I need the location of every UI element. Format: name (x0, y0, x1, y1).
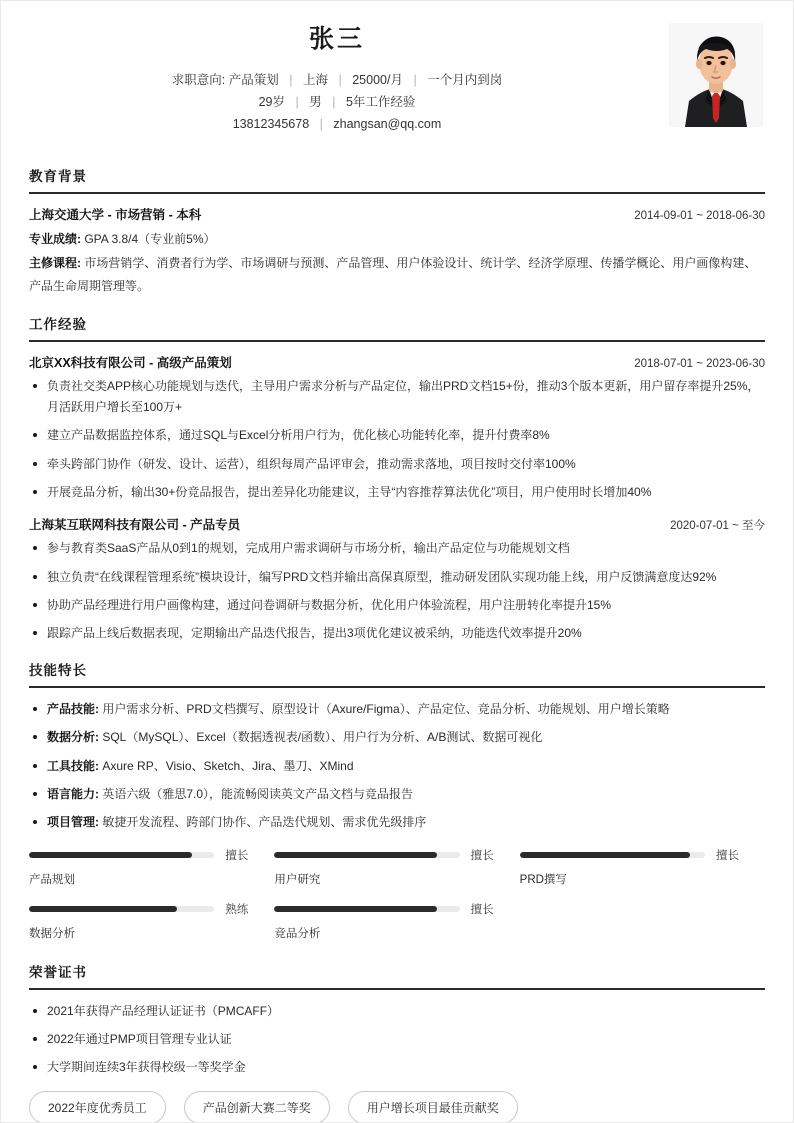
skill-bar-item (520, 847, 765, 887)
work-bullet-list (29, 538, 765, 644)
skill-bar-fill (29, 906, 177, 912)
section-education (1, 165, 793, 298)
skill-bar-row (274, 901, 493, 917)
education-school: 上海交通大学 - 市场营销 - 本科 (29, 208, 202, 223)
section-title-honors: 荣誉证书 (29, 961, 765, 990)
skill-label: 数据分析: (47, 730, 99, 745)
separator-icon: | (332, 94, 336, 109)
job-intent-city: 上海 (303, 72, 329, 87)
skill-value: Axure RP、Visio、Sketch、Jira、墨刀、XMind (102, 758, 354, 773)
section-skills (1, 659, 793, 955)
job-intent-label: 求职意向: (171, 72, 226, 87)
skill-bar-level: 擅长 (470, 849, 494, 862)
education-date-range: 2014-09-01 ~ 2018-06-30 (634, 210, 765, 223)
list-item: 建立产品数据监控体系，通过SQL与Excel分析用户行为，优化核心功能转化率，提升付费率8% (29, 425, 765, 446)
contact-line-2 (29, 92, 645, 114)
list-item (29, 812, 765, 833)
job-intent-salary: 25000/月 (352, 72, 403, 87)
list-item: 2021年获得产品经理认证证书（PMCAFF） (29, 1001, 765, 1022)
section-title-education: 教育背景 (29, 165, 765, 194)
list-item (29, 699, 765, 720)
status-badge[interactable]: 2022年度优秀员工 (29, 1091, 166, 1123)
skill-bar-row (29, 901, 248, 917)
education-courses-label: 主修课程: (29, 255, 81, 270)
skill-bar-fill (274, 906, 437, 912)
skill-bar-label: 用户研究 (274, 873, 321, 886)
education-gpa-label: 专业成绩: (29, 232, 81, 247)
contact-line-1 (29, 70, 645, 92)
education-courses (29, 252, 765, 299)
skill-bar-track (29, 852, 214, 858)
section-title-work: 工作经验 (29, 313, 765, 342)
honors-list (29, 1001, 765, 1079)
skill-bar-label: 数据分析 (29, 927, 75, 940)
job-intent-position: 产品策划 (228, 72, 279, 87)
work-bullet-list (29, 376, 765, 504)
separator-icon: | (295, 94, 299, 109)
page-title: 张三 (308, 25, 365, 53)
skill-bar-fill (29, 852, 192, 858)
skill-value: 用户需求分析、PRD文档撰写、原型设计（Axure/Figma）、产品定位、竞品分析、功能规划、用户增长策略 (102, 701, 670, 716)
skill-bar-level: 熟练 (225, 903, 249, 916)
list-item (29, 784, 765, 805)
skill-bar-fill (520, 852, 691, 858)
skill-bar-fill (274, 852, 437, 858)
skill-label: 工具技能: (47, 758, 99, 773)
job-intent-availability: 一个月内到岗 (427, 72, 503, 87)
skill-bar-item (274, 901, 519, 941)
skill-bar-row (274, 847, 493, 863)
separator-icon: | (413, 72, 417, 87)
work-date-range: 2020-07-01 ~ 至今 (670, 520, 765, 533)
list-item: 2022年通过PMP项目管理专业认证 (29, 1029, 765, 1050)
contact-email[interactable]: zhangsan@qq.com (333, 116, 442, 131)
work-company-role: 上海某互联网科技有限公司 - 产品专员 (29, 518, 241, 533)
list-item: 牵头跨部门协作（研发、设计、运营），组织每周产品评审会，推动需求落地，项目按时交付率100% (29, 454, 765, 475)
section-work-experience (1, 313, 793, 645)
avatar-illustration-icon (669, 23, 763, 127)
list-item (29, 727, 765, 748)
separator-icon: | (289, 72, 293, 87)
list-item: 负责社交类APP核心功能规划与迭代，主导用户需求分析与产品定位，输出PRD文档15+份，推动3个版本更新，用户留存率提升25%，月活跃用户增长至100万+ (29, 376, 765, 419)
education-entry (29, 205, 765, 298)
education-entry-head (29, 205, 765, 223)
skill-bar-item (274, 847, 519, 887)
skills-list (29, 699, 765, 834)
skill-bars-grid (29, 847, 765, 955)
skill-label: 产品技能: (47, 701, 99, 716)
personal-gender: 男 (309, 94, 322, 109)
skill-bar-track (274, 852, 459, 858)
list-item: 独立负责“在线课程管理系统”模块设计，编写PRD文档并输出高保真原型，推动研发团队实现功能上线，用户反馈满意度达92% (29, 567, 765, 588)
skill-bar-item (29, 847, 274, 887)
list-item (29, 756, 765, 777)
skill-bar-track (29, 906, 214, 912)
skill-bar-level: 擅长 (225, 849, 249, 862)
work-entry (29, 515, 765, 644)
contact-line-3 (29, 114, 645, 136)
separator-icon: | (319, 116, 323, 131)
skill-bar-row (520, 847, 739, 863)
skill-value: 敏捷开发流程、跨部门协作、产品迭代规划、需求优先级排序 (102, 815, 427, 830)
skill-value: 英语六级（雅思7.0），能流畅阅读英文产品文档与竞品报告 (102, 786, 414, 801)
skill-label: 语言能力: (47, 786, 99, 801)
section-honors (1, 961, 793, 1123)
work-date-range: 2018-07-01 ~ 2023-06-30 (634, 357, 765, 370)
work-entry (29, 353, 765, 504)
education-gpa (29, 228, 765, 251)
work-entry-head (29, 353, 765, 371)
skill-bar-track (274, 906, 459, 912)
contact-phone[interactable]: 13812345678 (232, 116, 310, 131)
separator-icon: | (338, 72, 342, 87)
skill-bar-level: 擅长 (470, 903, 494, 916)
section-title-skills: 技能特长 (29, 659, 765, 688)
skill-bar-track (520, 852, 705, 858)
list-item: 参与教育类SaaS产品从0到1的规划，完成用户需求调研与市场分析，输出产品定位与功能规划文档 (29, 538, 765, 559)
header-text-block (29, 23, 765, 135)
education-gpa-value: GPA 3.8/4（专业前5%） (84, 232, 216, 247)
work-entry-head (29, 515, 765, 533)
skill-label: 项目管理: (47, 815, 99, 830)
education-courses-value: 市场营销学、消费者行为学、市场调研与预测、产品管理、用户体验设计、统计学、经济学原理、传播学概论、用户画像构建、产品生命周期管理等。 (29, 255, 757, 294)
list-item: 开展竞品分析，输出30+份竞品报告，提出差异化功能建议，主导“内容推荐算法优化”项目，用户使用时长增加40% (29, 482, 765, 503)
skill-bar-label: 竞品分析 (274, 927, 321, 940)
status-badge[interactable]: 产品创新大赛二等奖 (184, 1091, 330, 1123)
list-item: 大学期间连续3年获得校级一等奖学金 (29, 1057, 765, 1078)
personal-experience-years: 5年工作经验 (345, 94, 416, 109)
resume-header (1, 1, 793, 151)
avatar (669, 23, 763, 127)
skill-bar-label: PRD撰写 (519, 873, 567, 886)
status-badge[interactable]: 用户增长项目最佳贡献奖 (348, 1091, 518, 1123)
skill-bar-label: 产品规划 (29, 873, 75, 886)
honor-tags (29, 1091, 765, 1123)
skill-bar-level: 擅长 (715, 849, 739, 862)
skill-bar-row (29, 847, 248, 863)
personal-age: 29岁 (258, 94, 285, 109)
work-company-role: 北京XX科技有限公司 - 高级产品策划 (29, 355, 232, 370)
skill-value: SQL（MySQL）、Excel（数据透视表/函数）、用户行为分析、A/B测试、数据可视化 (102, 730, 543, 745)
list-item: 协助产品经理进行用户画像构建，通过问卷调研与数据分析，优化用户体验流程，用户注册转化率提升15% (29, 595, 765, 616)
skill-bar-item (29, 901, 274, 941)
list-item: 跟踪产品上线后数据表现，定期输出产品迭代报告，提出3项优化建议被采纳，功能迭代效率提升20% (29, 623, 765, 644)
